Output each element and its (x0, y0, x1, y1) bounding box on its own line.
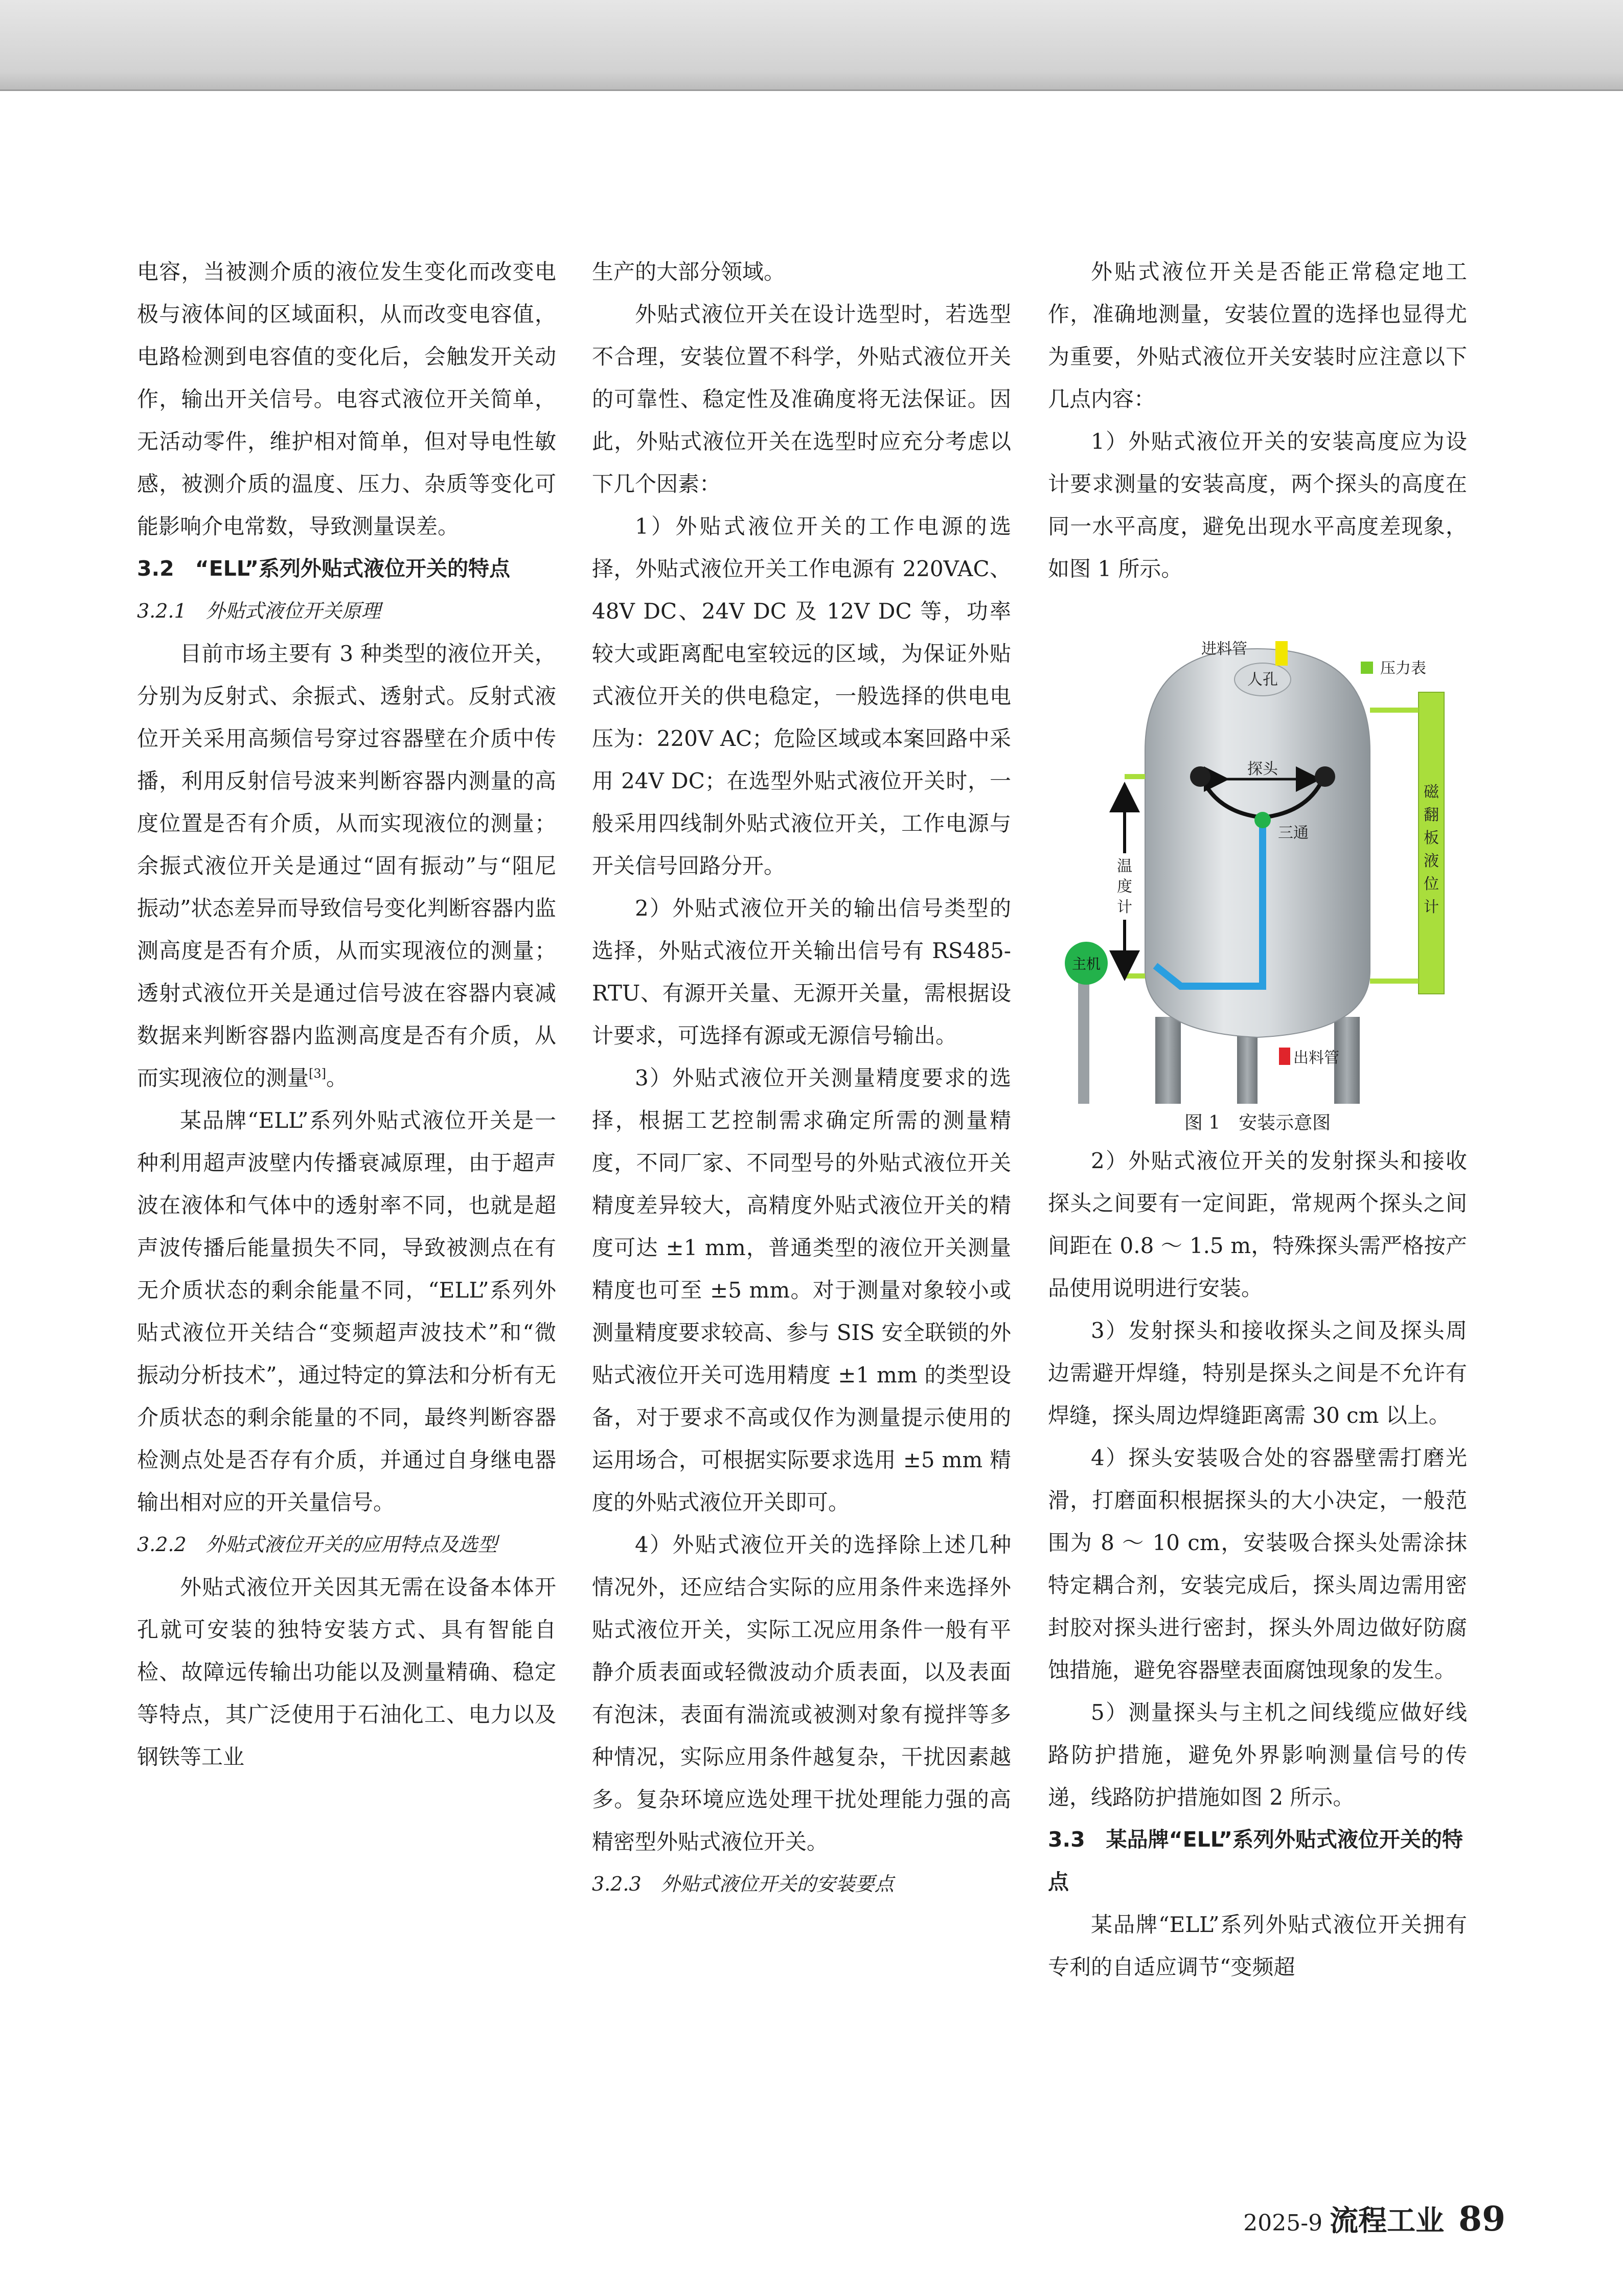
paragraph: 4）外贴式液位开关的选择除上述几种情况外，还应结合实际的应用条件来选择外贴式液位开关，实际工况应用条件一般有平静介质表面或轻微波动介质表面，以及表面有泡沫，表面有湍流或被测对象有搅拌等多种情况，实际应用条件越复杂，干扰因素越多。复杂环境应选处理干扰处理能力强的高精密型外贴式液位开关。 (592, 1532, 1011, 1854)
issue-number: 2025-9 (1243, 2210, 1323, 2236)
section-heading-3-2: 3.2 “ELL”系列外贴式液位开关的特点 (137, 556, 510, 581)
tee-joint (1254, 812, 1271, 828)
paragraph: 2）外贴式液位开关的发射探头和接收探头之间要有一定间距，常规两个探头之间间距在 0.8 ～ 1.5 m，特殊探头需严格按产品使用说明进行安装。 (1048, 1148, 1467, 1301)
paragraph: 外贴式液位开关在设计选型时，若选型不合理，安装位置不科学，外贴式液位开关的可靠性、稳定性及准确度将无法保证。因此，外贴式液位开关在选型时应充分考虑以下几个因素： (592, 302, 1011, 496)
column-1 (137, 251, 556, 1778)
paragraph: 4）探头安装吸合处的容器壁需打磨光滑，打磨面积根据探头的大小决定，一般范围为 8 ～ 10 cm，安装吸合探头处需涂抹特定耦合剂，安装完成后，探头周边需用密封胶对探头进行密封，探头外周边做好防腐蚀措施，避免容器壁表面腐蚀现象的发生。 (1048, 1445, 1467, 1683)
manhole-label: 人孔 (1247, 671, 1278, 689)
paragraph: 1）外贴式液位开关的安装高度应为设计要求测量的安装高度，两个探头的高度在同一水平高度，避免出现水平高度差现象，如图 1 所示。 (1048, 429, 1467, 581)
paragraph: 生产的大部分领域。 (592, 259, 786, 284)
level-gauge-label-3: 板 (1424, 829, 1439, 847)
inlet-pipe (1275, 641, 1288, 666)
magazine-name: 流程工业 (1330, 2204, 1445, 2238)
thermometer-label-1: 温 (1117, 857, 1132, 875)
thermometer-label-2: 度 (1117, 878, 1132, 896)
paragraph: 某品牌“ELL”系列外贴式液位开关是一种利用超声波壁内传播衰减原理，由于超声波在液体和气体中的透射率不同，也就是超声波传播后能量损失不同，导致被测点在有无介质状态的剩余能量不同，“ELL”系列外贴式液位开关结合“变频超声波技术”和“微振动分析技术”，通过特定的算法和分析有无介质状态的剩余能量的不同，最终判断容器检测点处是否存有介质，并通过自身继电器输出相对应的开关量信号。 (137, 1108, 556, 1515)
tee-label: 三通 (1278, 824, 1309, 842)
host-label: 主机 (1071, 956, 1101, 972)
paragraph: 外贴式液位开关是否能正常稳定地工作，准确地测量，安装位置的选择也显得尤为重要，外贴式液位开关安装时应注意以下几点内容： (1048, 259, 1467, 412)
level-gauge-label-1: 磁 (1424, 783, 1439, 801)
paragraph: 电容，当被测介质的液位发生变化而改变电极与液体间的区域面积，从而改变电容值，电路检测到电容值的变化后，会触发开关动作，输出开关信号。电容式液位开关简单，无活动零件，维护相对简单，但对导电性敏感，被测介质的温度、压力、杂质等变化可能影响介电常数，导致测量误差。 (137, 259, 556, 539)
paragraph: 3）外贴式液位开关测量精度要求的选择，根据工艺控制需求确定所需的测量精度，不同厂家、不同型号的外贴式液位开关精度差异较大，高精度外贴式液位开关的精度可达 ±1 mm，普通类型的液位开关测量精度也可至 ±5 mm。对于测量对象较小或测量精度要求较高、参与 SIS 安全联锁的外贴式液位开关可选用精度 ±1 mm 的类型设备，对于要求不高或仅作为测量提示使用的运用场合，可根据实际要求选用 ±5 mm 精度的外贴式液位开关即可。 (592, 1065, 1011, 1515)
inlet-label: 进料管 (1201, 640, 1247, 658)
subsection-heading-3-2-2: 3.2.2 外贴式液位开关的应用特点及选型 (137, 1533, 497, 1556)
pressure-gauge-icon (1361, 662, 1373, 674)
paragraph: 某品牌“ELL”系列外贴式液位开关拥有专利的自适应调节“变频超 (1048, 1912, 1467, 1980)
page-header-band (0, 0, 1623, 91)
probe-label: 探头 (1247, 760, 1278, 778)
outlet-label: 出料管 (1293, 1049, 1339, 1067)
paragraph: 2）外贴式液位开关的输出信号类型的选择，外贴式液位开关输出信号有 RS485-RTU、有源开关量、无源开关量，需根据设计要求，可选择有源或无源信号输出。 (592, 896, 1011, 1048)
paragraph-end: 。 (326, 1065, 348, 1090)
citation-ref: [3] (309, 1066, 327, 1081)
thermometer-label-3: 计 (1117, 898, 1132, 916)
paragraph: 3）发射探头和接收探头之间及探头周边需避开焊缝，特别是探头之间是不允许有焊缝，探头周边焊缝距离需 30 cm 以上。 (1048, 1318, 1467, 1428)
page-number: 89 (1458, 2199, 1505, 2239)
paragraph: 外贴式液位开关因其无需在设备本体开孔就可安装的独特安装方式、具有智能自检、故障远传输出功能以及测量精确、稳定等特点，其广泛使用于石油化工、电力以及钢铁等工业 (137, 1575, 556, 1769)
column-3 (1048, 251, 1467, 1988)
installation-diagram-svg (1048, 613, 1467, 1104)
level-gauge-label-5: 位 (1424, 875, 1439, 893)
level-gauge-label-2: 翻 (1424, 806, 1439, 824)
page-footer (1243, 2198, 1505, 2239)
paragraph-text: 目前市场主要有 3 种类型的液位开关，分别为反射式、余振式、透射式。反射式液位开关采用高频信号穿过容器壁在介质中传播，利用反射信号波来判断容器内测量的高度位置是否有介质，从而实现液位的测量；余振式液位开关是通过“固有振动”与“阻尼振动”状态差异而导致信号变化判断容器内监测高度是否有介质，从而实现液位的测量；透射式液位开关是通过信号波在容器内衰减数据来判断容器内监测高度是否有介质，从而实现液位的测量 (137, 641, 556, 1090)
outlet-pipe (1279, 1048, 1290, 1065)
column-2 (592, 251, 1011, 1905)
tank-leg (1237, 1027, 1258, 1104)
figure-1-installation-diagram (1048, 613, 1467, 1133)
level-gauge-label-4: 液 (1424, 852, 1439, 870)
tank-body (1145, 649, 1370, 1037)
probe-left (1190, 766, 1210, 787)
tank-leg (1155, 1017, 1181, 1104)
paragraph: 5）测量探头与主机之间线缆应做好线路防护措施，避免外界影响测量信号的传递，线路防护措施如图 2 所示。 (1048, 1700, 1467, 1810)
section-heading-3-3: 3.3 某品牌“ELL”系列外贴式液位开关的特点 (1048, 1827, 1463, 1894)
paragraph (137, 632, 556, 1099)
paragraph: 1）外贴式液位开关的工作电源的选择，外贴式液位开关工作电源有 220VAC、48V DC、24V DC 及 12V DC 等，功率较大或距离配电室较远的区域，为保证外贴式液位开关的供电稳定，一般选择的供电电压为：220V AC；危险区域或本案回路中采用 24V DC；在选型外贴式液位开关时，一般采用四线制外贴式液位开关，工作电源与开关信号回路分开。 (592, 514, 1011, 878)
figure-caption: 图 1 安装示意图 (1184, 1112, 1331, 1133)
subsection-heading-3-2-3: 3.2.3 外贴式液位开关的安装要点 (592, 1873, 894, 1895)
level-gauge-label-6: 计 (1424, 898, 1439, 916)
probe-right (1315, 766, 1335, 787)
pressure-label: 压力表 (1380, 660, 1426, 677)
subsection-heading-3-2-1: 3.2.1 外贴式液位开关原理 (137, 600, 381, 622)
